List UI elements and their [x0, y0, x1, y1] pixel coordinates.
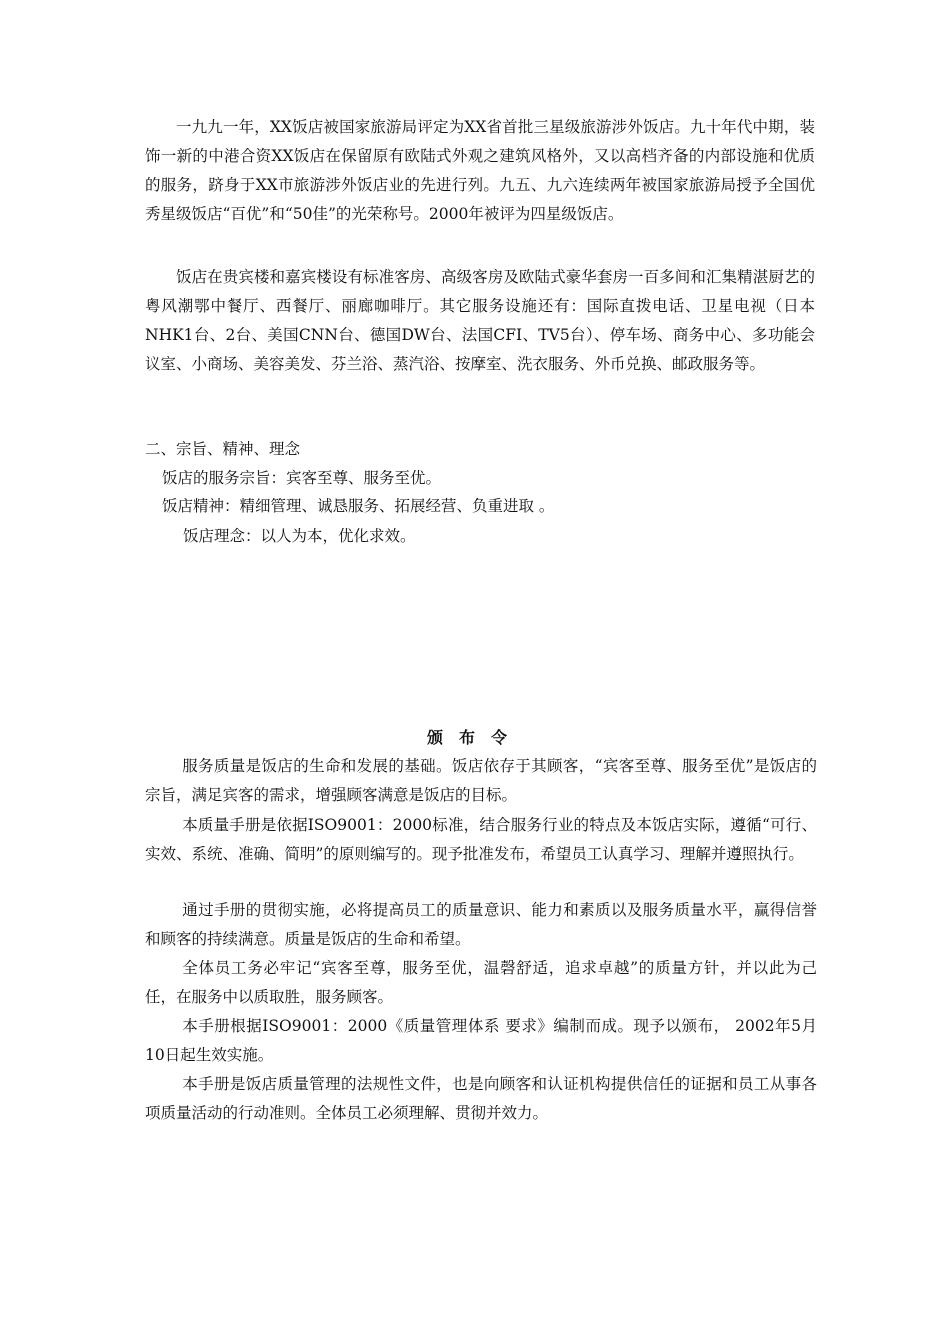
- section-heading-mission: 二、宗旨、精神、理念: [145, 440, 301, 458]
- intro-paragraph-facilities: 饭店在贵宾楼和嘉宾楼设有标准客房、高级客房及欧陆式豪华套房一百多间和汇集精湛厨艺的粤风潮鄂中餐厅、西餐厅、丽廊咖啡厅。其它服务设施还有：国际直拨电话、卫星电视（日本NHK1台、2台、美国CNN台、德国DW台、法国CFI、TV5台）、停车场、商务中心、多功能会议室、小商场、美容美发、芬兰浴、蒸汽浴、按摩室、洗衣服务、外币兑换、邮政服务等。: [145, 268, 815, 373]
- decree-title: 颁布令: [426, 728, 523, 747]
- decree-paragraph: 本质量手册是依据ISO9001：2000标准，结合服务行业的特点及本饭店实际，遵循“可行、实效、系统、准确、简明”的原则编写的。现予批准发布，希望员工认真学习、理解并遵照执行。: [145, 816, 817, 863]
- service-purpose: 饭店的服务宗旨：宾客至尊、服务至优。: [162, 469, 442, 487]
- decree-paragraph: 全体员工务必牢记“宾客至尊，服务至优，温磬舒适，追求卓越”的质量方针，并以此为己任，在服务中以质取胜，服务顾客。: [145, 959, 817, 1006]
- hotel-philosophy: 饭店理念：以人为本，优化求效。: [183, 527, 416, 545]
- decree-paragraph: 通过手册的贯彻实施，必将提高员工的质量意识、能力和素质以及服务质量水平，赢得信誉和顾客的持续满意。质量是饭店的生命和希望。: [145, 901, 817, 948]
- decree-paragraph: 本手册根据ISO9001：2000《质量管理体系 要求》编制而成。现予以颁布， 2002年5月10日起生效实施。: [145, 1017, 817, 1064]
- decree-paragraph: 本手册是饭店质量管理的法规性文件，也是向顾客和认证机构提供信任的证据和员工从事各项质量活动的行动准则。全体员工必须理解、贯彻并效力。: [145, 1075, 817, 1122]
- intro-paragraph-history: 一九九一年，XX饭店被国家旅游局评定为XX省首批三星级旅游涉外饭店。九十年代中期，装饰一新的中港合资XX饭店在保留原有欧陆式外观之建筑风格外，又以高档齐备的内部设施和优质的服务，跻身于XX市旅游涉外饭店业的先进行列。九五、九六连续两年被国家旅游局授予全国优秀星级饭店“百优”和“50佳”的光荣称号。2000年被评为四星级饭店。: [145, 118, 815, 223]
- decree-paragraph: 服务质量是饭店的生命和发展的基础。饭店依存于其顾客，“宾客至尊、服务至优”是饭店的宗旨，满足宾客的需求，增强顾客满意是饭店的目标。: [145, 757, 817, 804]
- hotel-spirit: 饭店精神：精细管理、诚恳服务、拓展经营、负重进取 。: [162, 497, 555, 515]
